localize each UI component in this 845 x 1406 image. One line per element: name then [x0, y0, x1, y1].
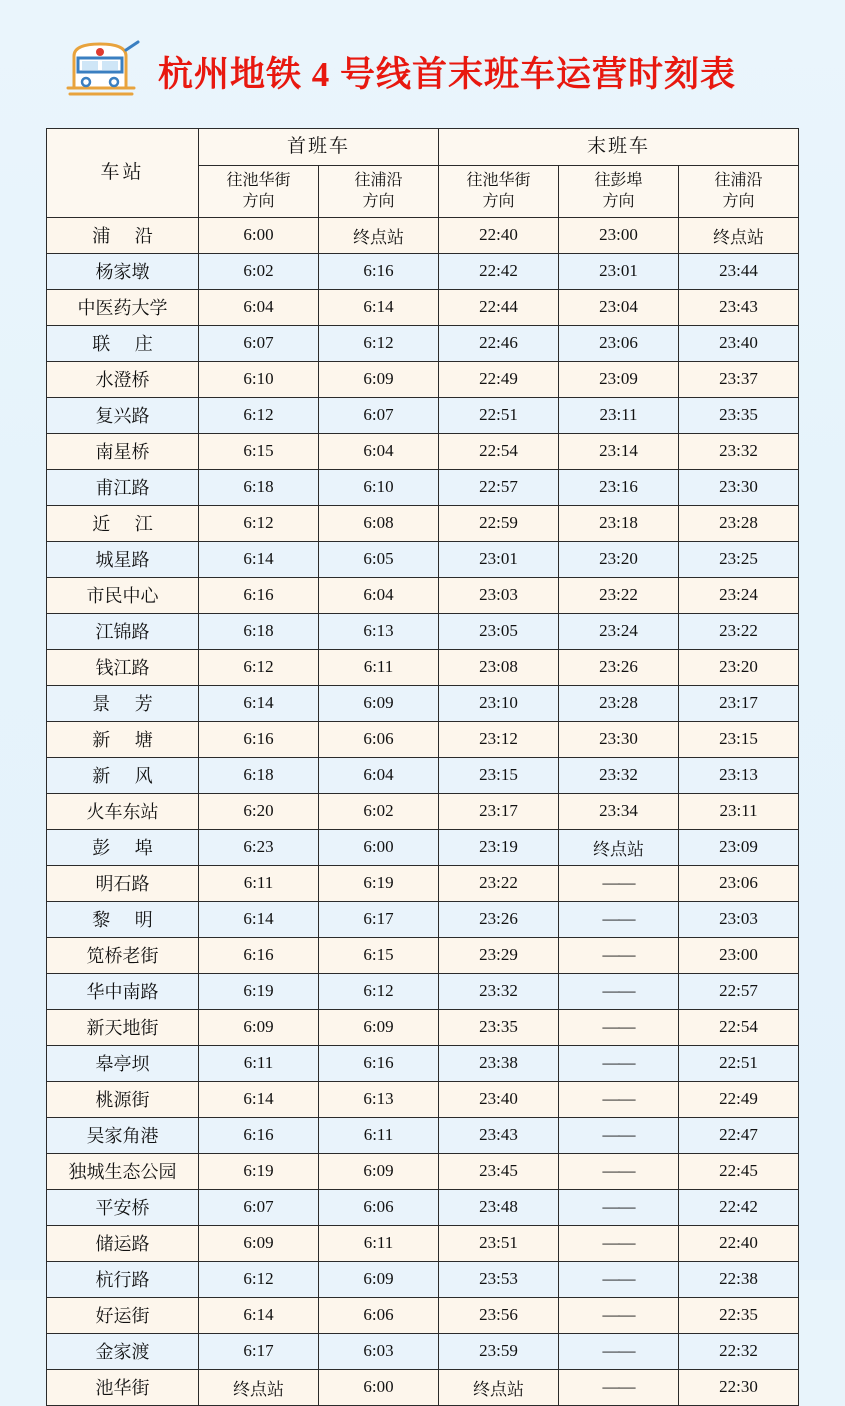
time-cell: 6:14	[199, 686, 319, 722]
time-cell: 23:09	[559, 362, 679, 398]
table-row	[47, 218, 799, 254]
time-cell: 22:32	[679, 1334, 799, 1370]
header-dir-last-pengbu: 往彭埠 方向	[559, 165, 679, 218]
time-cell: 23:11	[559, 398, 679, 434]
table-row	[47, 1154, 799, 1190]
time-cell: 23:19	[439, 830, 559, 866]
table-row	[47, 1010, 799, 1046]
time-cell: 23:43	[439, 1118, 559, 1154]
time-cell: 22:47	[679, 1118, 799, 1154]
time-cell: ——	[559, 1226, 679, 1262]
time-cell: 6:12	[319, 974, 439, 1010]
table-row	[47, 290, 799, 326]
station-name-cell: 复兴路	[47, 398, 199, 434]
time-cell: 23:08	[439, 650, 559, 686]
time-cell: ——	[559, 938, 679, 974]
time-cell: 6:00	[319, 1370, 439, 1406]
time-cell: 22:59	[439, 506, 559, 542]
time-cell: 23:35	[439, 1010, 559, 1046]
table-row	[47, 1082, 799, 1118]
header-dir-last-puyan: 往浦沿 方向	[679, 165, 799, 218]
time-cell: ——	[559, 902, 679, 938]
time-cell: 6:16	[199, 578, 319, 614]
time-cell: 23:30	[679, 470, 799, 506]
time-cell: 23:26	[439, 902, 559, 938]
time-cell: 23:29	[439, 938, 559, 974]
time-cell: 23:44	[679, 254, 799, 290]
table-row	[47, 1334, 799, 1370]
time-cell: 6:17	[319, 902, 439, 938]
time-cell: 23:20	[559, 542, 679, 578]
time-cell: 6:00	[319, 830, 439, 866]
time-cell: 6:02	[319, 794, 439, 830]
time-cell: 23:12	[439, 722, 559, 758]
time-cell: 23:32	[559, 758, 679, 794]
time-cell: 23:17	[679, 686, 799, 722]
table-row	[47, 758, 799, 794]
time-cell: 6:10	[199, 362, 319, 398]
time-cell: ——	[559, 1262, 679, 1298]
time-cell: ——	[559, 1370, 679, 1406]
station-name-cell: 好运街	[47, 1298, 199, 1334]
time-cell: 6:08	[319, 506, 439, 542]
time-cell: 23:24	[679, 578, 799, 614]
time-cell: 23:32	[439, 974, 559, 1010]
time-cell: 23:48	[439, 1190, 559, 1226]
time-cell: 6:09	[199, 1010, 319, 1046]
time-cell: ——	[559, 1154, 679, 1190]
header-station: 车站	[47, 129, 199, 218]
time-cell: 23:40	[439, 1082, 559, 1118]
time-cell: 6:11	[199, 1046, 319, 1082]
time-cell: 6:16	[199, 722, 319, 758]
table-row	[47, 542, 799, 578]
time-cell: 22:49	[679, 1082, 799, 1118]
table-row	[47, 1298, 799, 1334]
station-name-cell: 笕桥老街	[47, 938, 199, 974]
time-cell: 6:12	[199, 650, 319, 686]
time-cell: 23:22	[439, 866, 559, 902]
station-name-cell: 金家渡	[47, 1334, 199, 1370]
station-name-cell: 南星桥	[47, 434, 199, 470]
table-row	[47, 398, 799, 434]
time-cell: 22:49	[439, 362, 559, 398]
station-name-cell: 杨家墩	[47, 254, 199, 290]
time-cell: 23:24	[559, 614, 679, 650]
station-name-cell: 池华街	[47, 1370, 199, 1406]
station-name-cell: 甫江路	[47, 470, 199, 506]
time-cell: 23:59	[439, 1334, 559, 1370]
time-cell: 23:43	[679, 290, 799, 326]
time-cell: 6:09	[319, 362, 439, 398]
table-row	[47, 830, 799, 866]
time-cell: 23:20	[679, 650, 799, 686]
time-cell: 终点站	[559, 830, 679, 866]
time-cell: 22:57	[679, 974, 799, 1010]
header-row-groups	[47, 129, 799, 166]
time-cell: ——	[559, 866, 679, 902]
time-cell: 22:42	[679, 1190, 799, 1226]
table-row	[47, 686, 799, 722]
station-name-cell: 皋亭坝	[47, 1046, 199, 1082]
time-cell: 23:14	[559, 434, 679, 470]
time-cell: 23:05	[439, 614, 559, 650]
time-cell: 23:15	[439, 758, 559, 794]
time-cell: 23:37	[679, 362, 799, 398]
time-cell: 6:11	[199, 866, 319, 902]
time-cell: 23:53	[439, 1262, 559, 1298]
header-first-train: 首班车	[199, 129, 439, 166]
time-cell: 6:17	[199, 1334, 319, 1370]
time-cell: 6:20	[199, 794, 319, 830]
time-cell: 23:00	[559, 218, 679, 254]
time-cell: 23:35	[679, 398, 799, 434]
table-row	[47, 1118, 799, 1154]
time-cell: 6:12	[199, 398, 319, 434]
time-cell: 6:14	[199, 542, 319, 578]
time-cell: ——	[559, 1190, 679, 1226]
time-cell: 6:04	[319, 758, 439, 794]
time-cell: 23:25	[679, 542, 799, 578]
time-cell: 23:45	[439, 1154, 559, 1190]
time-cell: ——	[559, 1046, 679, 1082]
time-cell: 22:38	[679, 1262, 799, 1298]
time-cell: 23:06	[559, 326, 679, 362]
time-cell: 6:06	[319, 1190, 439, 1226]
time-cell: 23:28	[559, 686, 679, 722]
time-cell: 6:09	[199, 1226, 319, 1262]
timetable-container	[0, 96, 845, 1406]
time-cell: 22:54	[439, 434, 559, 470]
table-row	[47, 470, 799, 506]
time-cell: 6:07	[319, 398, 439, 434]
header-dir-last-chihuajie: 往池华街 方向	[439, 165, 559, 218]
time-cell: 23:40	[679, 326, 799, 362]
time-cell: ——	[559, 1082, 679, 1118]
table-row	[47, 254, 799, 290]
station-name-cell: 近 江	[47, 506, 199, 542]
station-name-cell: 独城生态公园	[47, 1154, 199, 1190]
time-cell: 6:19	[199, 974, 319, 1010]
time-cell: 6:11	[319, 1118, 439, 1154]
time-cell: 6:15	[319, 938, 439, 974]
time-cell: 23:38	[439, 1046, 559, 1082]
station-name-cell: 市民中心	[47, 578, 199, 614]
station-name-cell: 城星路	[47, 542, 199, 578]
station-name-cell: 景 芳	[47, 686, 199, 722]
time-cell: 23:13	[679, 758, 799, 794]
table-row	[47, 722, 799, 758]
station-name-cell: 联 庄	[47, 326, 199, 362]
time-cell: 23:22	[679, 614, 799, 650]
time-cell: 23:01	[439, 542, 559, 578]
table-row	[47, 938, 799, 974]
time-cell: 6:13	[319, 1082, 439, 1118]
time-cell: 6:05	[319, 542, 439, 578]
time-cell: 22:44	[439, 290, 559, 326]
time-cell: 6:16	[199, 938, 319, 974]
time-cell: 6:14	[199, 902, 319, 938]
time-cell: 23:34	[559, 794, 679, 830]
time-cell: 6:04	[319, 578, 439, 614]
table-row	[47, 614, 799, 650]
page-header	[0, 0, 845, 96]
time-cell: 6:16	[199, 1118, 319, 1154]
header-dir-first-chihuajie: 往池华街 方向	[199, 165, 319, 218]
time-cell: 23:04	[559, 290, 679, 326]
time-cell: 6:11	[319, 1226, 439, 1262]
table-row	[47, 1226, 799, 1262]
table-row	[47, 326, 799, 362]
time-cell: 6:02	[199, 254, 319, 290]
table-row	[47, 434, 799, 470]
station-name-cell: 桃源街	[47, 1082, 199, 1118]
time-cell: 22:35	[679, 1298, 799, 1334]
time-cell: 22:40	[439, 218, 559, 254]
time-cell: ——	[559, 1298, 679, 1334]
time-cell: 23:17	[439, 794, 559, 830]
station-name-cell: 储运路	[47, 1226, 199, 1262]
station-name-cell: 中医药大学	[47, 290, 199, 326]
time-cell: 6:06	[319, 722, 439, 758]
time-cell: 终点站	[679, 218, 799, 254]
time-cell: 6:16	[319, 1046, 439, 1082]
time-cell: 6:12	[199, 506, 319, 542]
time-cell: 6:14	[199, 1298, 319, 1334]
time-cell: 22:42	[439, 254, 559, 290]
time-cell: 6:15	[199, 434, 319, 470]
table-row	[47, 866, 799, 902]
time-cell: 6:04	[319, 434, 439, 470]
station-name-cell: 火车东站	[47, 794, 199, 830]
time-cell: 6:14	[319, 290, 439, 326]
page-title: 杭州地铁 4 号线首末班车运营时刻表	[158, 55, 737, 94]
time-cell: 23:06	[679, 866, 799, 902]
time-cell: 23:01	[559, 254, 679, 290]
time-cell: 6:09	[319, 1010, 439, 1046]
time-cell: 23:11	[679, 794, 799, 830]
time-cell: 22:46	[439, 326, 559, 362]
station-name-cell: 水澄桥	[47, 362, 199, 398]
time-cell: 6:19	[199, 1154, 319, 1190]
time-cell: 6:14	[199, 1082, 319, 1118]
time-cell: 6:13	[319, 614, 439, 650]
time-cell: 23:30	[559, 722, 679, 758]
table-row	[47, 794, 799, 830]
metro-train-icon	[60, 38, 144, 100]
time-cell: ——	[559, 1334, 679, 1370]
time-cell: 22:51	[679, 1046, 799, 1082]
time-cell: 6:10	[319, 470, 439, 506]
time-cell: 6:00	[199, 218, 319, 254]
table-row	[47, 578, 799, 614]
schedule-table	[46, 128, 799, 1406]
time-cell: 6:18	[199, 614, 319, 650]
time-cell: 6:06	[319, 1298, 439, 1334]
time-cell: 23:56	[439, 1298, 559, 1334]
station-name-cell: 华中南路	[47, 974, 199, 1010]
table-row	[47, 506, 799, 542]
time-cell: 6:19	[319, 866, 439, 902]
time-cell: ——	[559, 1118, 679, 1154]
station-name-cell: 新天地街	[47, 1010, 199, 1046]
time-cell: 6:09	[319, 1154, 439, 1190]
station-name-cell: 杭行路	[47, 1262, 199, 1298]
time-cell: 6:09	[319, 686, 439, 722]
time-cell: ——	[559, 974, 679, 1010]
time-cell: 6:23	[199, 830, 319, 866]
time-cell: 6:11	[319, 650, 439, 686]
time-cell: 23:03	[679, 902, 799, 938]
time-cell: 23:10	[439, 686, 559, 722]
station-name-cell: 钱江路	[47, 650, 199, 686]
time-cell: 23:16	[559, 470, 679, 506]
time-cell: ——	[559, 1010, 679, 1046]
time-cell: 22:30	[679, 1370, 799, 1406]
header-last-train: 末班车	[439, 129, 799, 166]
time-cell: 22:54	[679, 1010, 799, 1046]
station-name-cell: 黎 明	[47, 902, 199, 938]
time-cell: 23:03	[439, 578, 559, 614]
table-row	[47, 902, 799, 938]
table-body	[47, 218, 799, 1406]
station-name-cell: 彭 埠	[47, 830, 199, 866]
station-name-cell: 江锦路	[47, 614, 199, 650]
time-cell: 22:45	[679, 1154, 799, 1190]
time-cell: 终点站	[199, 1370, 319, 1406]
time-cell: 23:26	[559, 650, 679, 686]
time-cell: 23:32	[679, 434, 799, 470]
time-cell: 6:18	[199, 758, 319, 794]
station-name-cell: 浦 沿	[47, 218, 199, 254]
table-row	[47, 974, 799, 1010]
time-cell: 22:40	[679, 1226, 799, 1262]
time-cell: 终点站	[319, 218, 439, 254]
time-cell: 22:57	[439, 470, 559, 506]
table-row	[47, 650, 799, 686]
time-cell: 6:18	[199, 470, 319, 506]
table-row	[47, 1370, 799, 1406]
table-head	[47, 129, 799, 218]
station-name-cell: 新 风	[47, 758, 199, 794]
time-cell: 6:09	[319, 1262, 439, 1298]
time-cell: 23:18	[559, 506, 679, 542]
time-cell: 23:28	[679, 506, 799, 542]
table-row	[47, 362, 799, 398]
time-cell: 6:16	[319, 254, 439, 290]
station-name-cell: 新 塘	[47, 722, 199, 758]
station-name-cell: 明石路	[47, 866, 199, 902]
station-name-cell: 平安桥	[47, 1190, 199, 1226]
time-cell: 23:51	[439, 1226, 559, 1262]
table-row	[47, 1190, 799, 1226]
time-cell: 6:12	[319, 326, 439, 362]
time-cell: 终点站	[439, 1370, 559, 1406]
time-cell: 23:00	[679, 938, 799, 974]
time-cell: 22:51	[439, 398, 559, 434]
time-cell: 23:15	[679, 722, 799, 758]
time-cell: 23:22	[559, 578, 679, 614]
time-cell: 6:03	[319, 1334, 439, 1370]
time-cell: 6:04	[199, 290, 319, 326]
time-cell: 6:07	[199, 326, 319, 362]
station-name-cell: 吴家角港	[47, 1118, 199, 1154]
time-cell: 23:09	[679, 830, 799, 866]
time-cell: 6:07	[199, 1190, 319, 1226]
table-row	[47, 1046, 799, 1082]
time-cell: 6:12	[199, 1262, 319, 1298]
header-dir-first-puyan: 往浦沿 方向	[319, 165, 439, 218]
